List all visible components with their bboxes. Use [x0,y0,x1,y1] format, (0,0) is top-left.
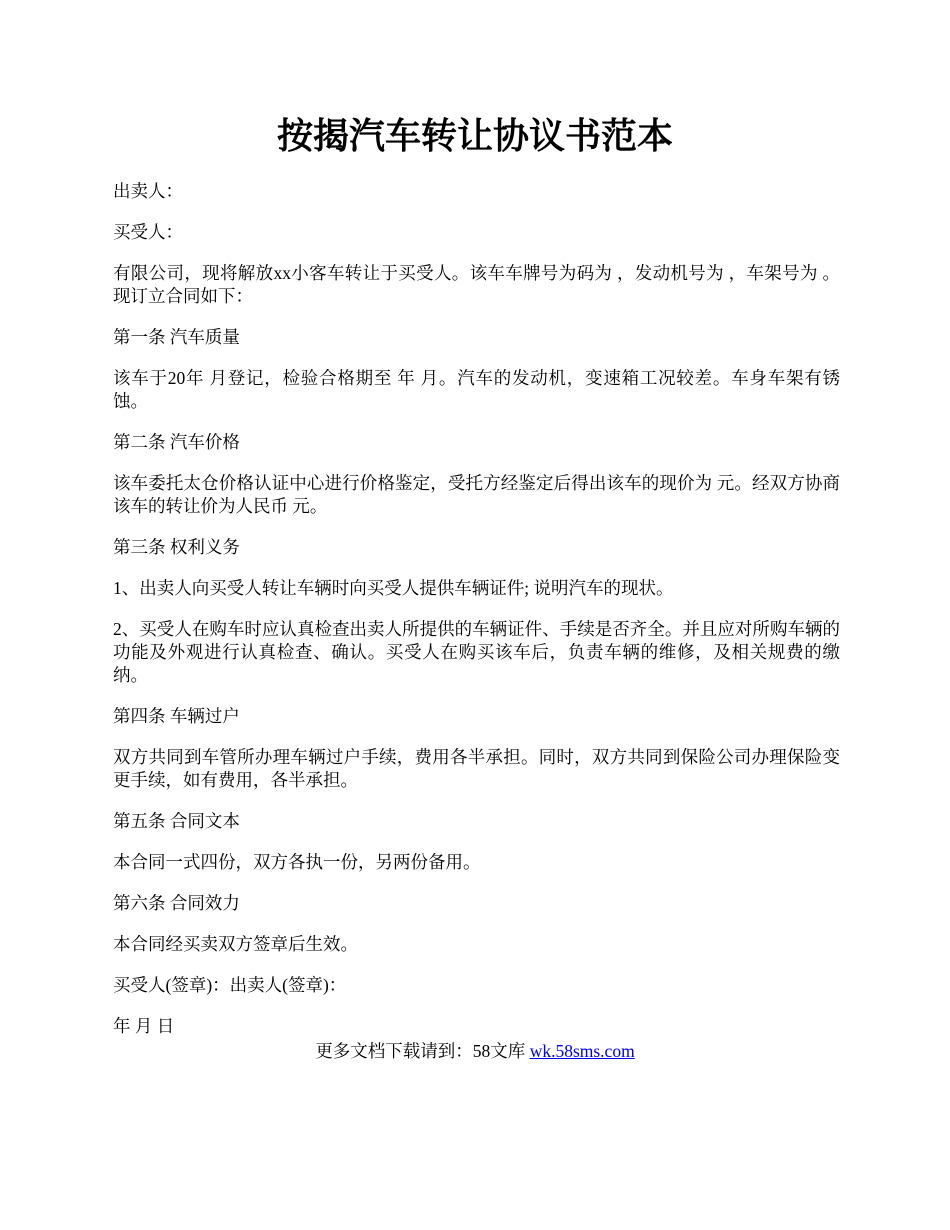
article-1-heading: 第一条 汽车质量 [113,327,240,347]
signature-line: 买受人(签章)：出卖人(签章)： [113,975,347,995]
article-5-heading: 第五条 合同文本 [113,811,240,831]
date-line: 年 月 日 [113,1016,175,1036]
document-body [113,180,840,1056]
buyer-line: 买受人： [113,222,183,242]
footer-text: 更多文档下载请到：58文库 [315,1041,530,1061]
article-6-heading: 第六条 合同效力 [113,893,240,913]
article-3-item-1: 1、出卖人向买受人转让车辆时向买受人提供车辆证件; 说明汽车的现状。 [113,578,674,598]
seller-line: 出卖人： [113,181,183,201]
article-4-text: 双方共同到车管所办理车辆过户手续，费用各半承担。同时，双方共同到保险公司办理保险变更手续，如有费用，各半承担。 [113,747,840,790]
article-4-heading: 第四条 车辆过户 [113,706,240,726]
document-title: 按揭汽车转让协议书范本 [276,116,673,156]
article-2-text: 该车委托太仓价格认证中心进行价格鉴定，受托方经鉴定后得出该车的现价为 元。经双方协商该车的转让价为人民币 元。 [113,473,840,516]
article-3-heading: 第三条 权利义务 [113,537,240,557]
intro-paragraph: 有限公司，现将解放xx小客车转让于买受人。该车车牌号为码为 ，发动机号为 ，车架号为 。现订立合同如下： [113,263,840,306]
footer-link[interactable]: wk.58sms.com [529,1041,635,1061]
article-2-heading: 第二条 汽车价格 [113,432,240,452]
article-3-item-2: 2、买受人在购车时应认真检查出卖人所提供的车辆证件、手续是否齐全。并且应对所购车辆的功能及外观进行认真检查、确认。买受人在购买该车后，负责车辆的维修，及相关规费的缴纳。 [113,619,840,685]
article-5-text: 本合同一式四份，双方各执一份，另两份备用。 [113,852,481,872]
article-1-text: 该车于20年 月登记，检验合格期至 年 月。汽车的发动机，变速箱工况较差。车身车架有锈蚀。 [113,368,840,411]
article-6-text: 本合同经买卖双方签章后生效。 [113,934,358,954]
footer [0,1040,950,1063]
